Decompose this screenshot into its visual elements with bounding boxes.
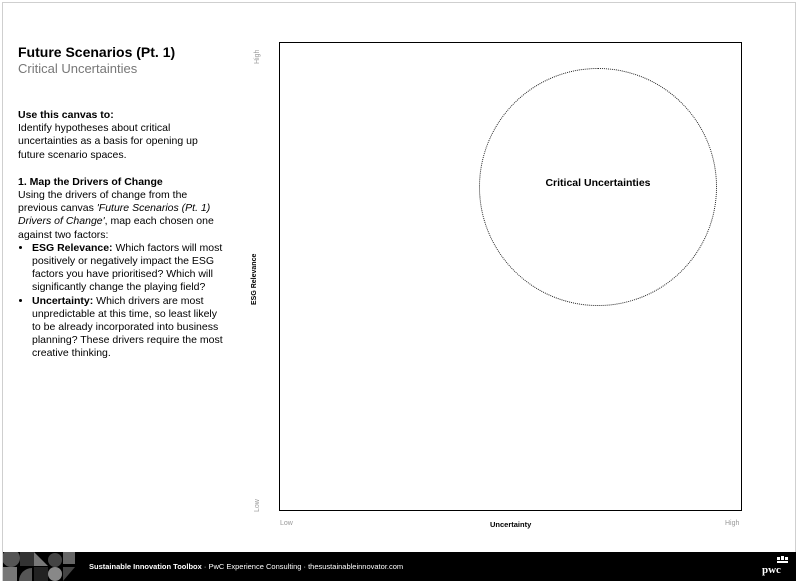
intro-heading: Use this canvas to: [18,109,114,121]
intro-section [18,109,223,162]
circle-label: Critical Uncertainties [545,177,651,189]
step1-text [18,189,223,242]
footer-text [89,562,403,571]
step1-text-after: , map each chosen one against two factors: [18,215,214,241]
x-axis-label: Uncertainty [490,520,532,529]
pwc-logo [762,556,788,577]
y-axis-high-label: High [254,49,261,64]
x-axis-low-label: Low [280,520,293,527]
y-axis-low-label: Low [254,499,261,512]
decorative-pattern-icon [3,552,83,581]
mapping-canvas[interactable] [279,42,742,511]
step1-text-before: Using the drivers of change from the previous canvas [18,189,188,215]
instructions-panel [18,44,223,375]
pwc-logo-text: pwc [762,564,781,576]
footer-credits: · PwC Experience Consulting · thesustainableinnovator.com [201,562,404,571]
step1-heading: 1. Map the Drivers of Change [18,175,163,188]
step1-section [18,176,223,361]
step1-canvas-ref: 'Future Scenarios (Pt. 1) Drivers of Change' [18,202,211,228]
page-title: Future Scenarios (Pt. 1) [18,44,176,60]
x-axis-high-label: High [725,520,740,527]
factor-term: ESG Relevance: [32,241,113,254]
factor-term: Uncertainty: [32,294,94,307]
list-item [32,295,223,361]
factor-list [18,242,223,361]
footer-brand: Sustainable Innovation Toolbox [89,562,202,571]
page-subtitle: Critical Uncertainties [18,61,138,76]
intro-text: Identify hypotheses about critical uncertainties as a basis for opening up future scenario spaces. [18,122,198,161]
factor-text: Which drivers are most unpredictable at this time, so least likely to be already incorporated into business planning? These drivers require the most creative thinking. [32,294,223,360]
factor-text: Which factors will most positively or negatively impact the ESG factors you have prioritised? Which will significantly change the playing field? [32,241,223,294]
y-axis-label: ESG Relevance [251,253,258,305]
critical-uncertainties-zone [479,68,717,306]
list-item [32,242,223,295]
footer-bar [3,552,796,581]
